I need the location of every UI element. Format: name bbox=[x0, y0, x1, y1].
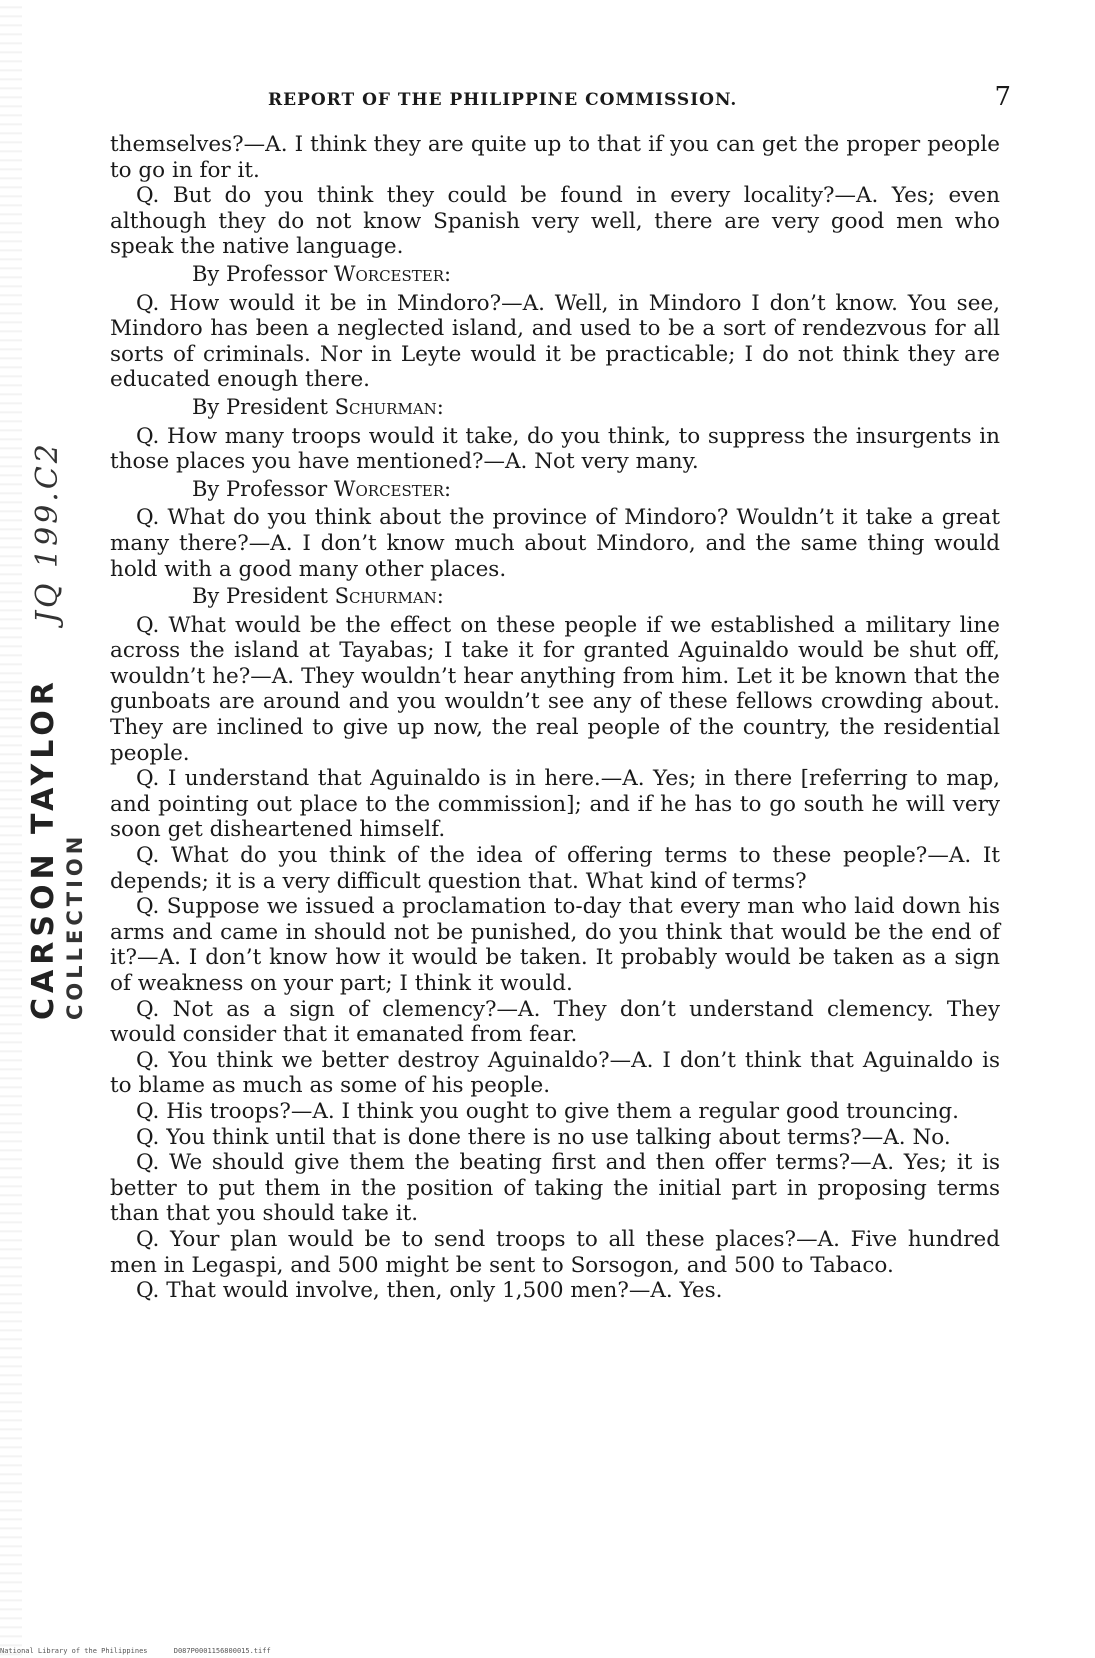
speaker-title: By Professor bbox=[192, 261, 334, 286]
page-number: 7 bbox=[994, 82, 1012, 112]
qa-paragraph: Q. I understand that Aguinaldo is in here.—A. Yes; in there [referring to map, and pointing out place to the commission]; and if he has to go south he will very soon get disheartened himself. bbox=[110, 766, 1000, 843]
stamp-collection-word: COLLECTION bbox=[63, 832, 87, 1020]
running-head-title: REPORT OF THE PHILIPPINE COMMISSION. bbox=[268, 90, 738, 110]
running-head bbox=[110, 82, 1012, 112]
qa-paragraph: Q. You think we better destroy Aguinaldo?—A. I don’t think that Aguinaldo is to blame as much as some of his people. bbox=[110, 1047, 1000, 1099]
stamp-collection-name: CARSON TAYLOR bbox=[26, 677, 61, 1020]
qa-paragraph: Q. We should give them the beating first and then offer terms?—A. Yes; it is better to put them in the position of taking the initial part in proposing terms than that you should take it. bbox=[110, 1150, 1000, 1227]
speaker-name: Schurman: bbox=[334, 584, 444, 609]
speaker-name: Schurman: bbox=[334, 394, 444, 419]
speaker-line bbox=[110, 262, 1000, 288]
qa-paragraph: Q. Suppose we issued a proclamation to-day that every man who laid down his arms and came in should not be punished, do you think that would be the end of it?—A. I don’t know how it would be taken. It probably would be taken as a sign of weakness on your part; I think it would. bbox=[110, 894, 1000, 996]
speaker-line bbox=[110, 584, 1000, 610]
page-content bbox=[110, 82, 1012, 1304]
footer-library: National Library of the Philippines bbox=[0, 1647, 148, 1655]
speaker-title: By Professor bbox=[192, 476, 334, 501]
footer-file-id: D087P0001156800015.tiff bbox=[173, 1647, 271, 1655]
speaker-line bbox=[110, 395, 1000, 421]
qa-paragraph: Q. How many troops would it take, do you think, to suppress the insurgents in those places you have mentioned?—A. Not very many. bbox=[110, 423, 1000, 475]
qa-paragraph: Q. What do you think of the idea of offering terms to these people?—A. It depends; it is a very difficult question that. What kind of terms? bbox=[110, 843, 1000, 894]
scan-edge bbox=[0, 0, 22, 1658]
speaker-name: Worcester: bbox=[333, 261, 452, 286]
speaker-line bbox=[110, 477, 1000, 503]
continued-paragraph: themselves?—A. I think they are quite up to that if you can get the proper people to go in for it. bbox=[110, 132, 1000, 183]
call-number: JQ 199.C2 bbox=[30, 441, 65, 624]
qa-paragraph: Q. How would it be in Mindoro?—A. Well, in Mindoro I don’t know. You see, Mindoro has been a neglected island, and used to be a sort of rendezvous for all sorts of criminals. Nor in Leyte would it be practicable; I do not think they are educated enough there. bbox=[110, 290, 1000, 393]
testimony-body bbox=[110, 132, 1000, 1304]
speaker-title: By President bbox=[192, 394, 335, 419]
qa-paragraph: Q. His troops?—A. I think you ought to give them a regular good trouncing. bbox=[136, 1098, 960, 1124]
stamp-collection-block bbox=[26, 677, 87, 1020]
qa-paragraph: Q. You think until that is done there is no use talking about terms?—A. No. bbox=[136, 1124, 951, 1150]
collection-stamp bbox=[26, 120, 106, 1020]
speaker-title: By President bbox=[192, 584, 335, 609]
scan-footer bbox=[0, 1647, 271, 1655]
qa-paragraph: Q. That would involve, then, only 1,500 men?—A. Yes. bbox=[136, 1278, 723, 1304]
speaker-name: Worcester: bbox=[333, 476, 452, 501]
qa-paragraph: Q. Not as a sign of clemency?—A. They don’t understand clemency. They would consider that it emanated from fear. bbox=[110, 996, 1000, 1048]
qa-paragraph: Q. Your plan would be to send troops to all these places?—A. Five hundred men in Legaspi, and 500 might be sent to Sorsogon, and 500 to Tabaco. bbox=[110, 1226, 1000, 1278]
qa-paragraph: Q. What would be the effect on these people if we established a military line across the island at Tayabas; I take it for granted Aguinaldo would be shut off, wouldn’t he?—A. They wouldn’t hear anything from him. Let it be known that the gunboats are around and you wouldn’t see any of these fellows crowding about. They are inclined to give up now, the real people of the country, the residential people. bbox=[110, 612, 1000, 766]
qa-paragraph: Q. But do you think they could be found in every locality?—A. Yes; even although they do not know Spanish very well, there are very good men who speak the native language. bbox=[110, 183, 1000, 260]
qa-paragraph: Q. What do you think about the province of Mindoro? Wouldn’t it take a great many there?—A. I don’t know much about Mindoro, and the same thing would hold with a good many other places. bbox=[110, 505, 1000, 582]
